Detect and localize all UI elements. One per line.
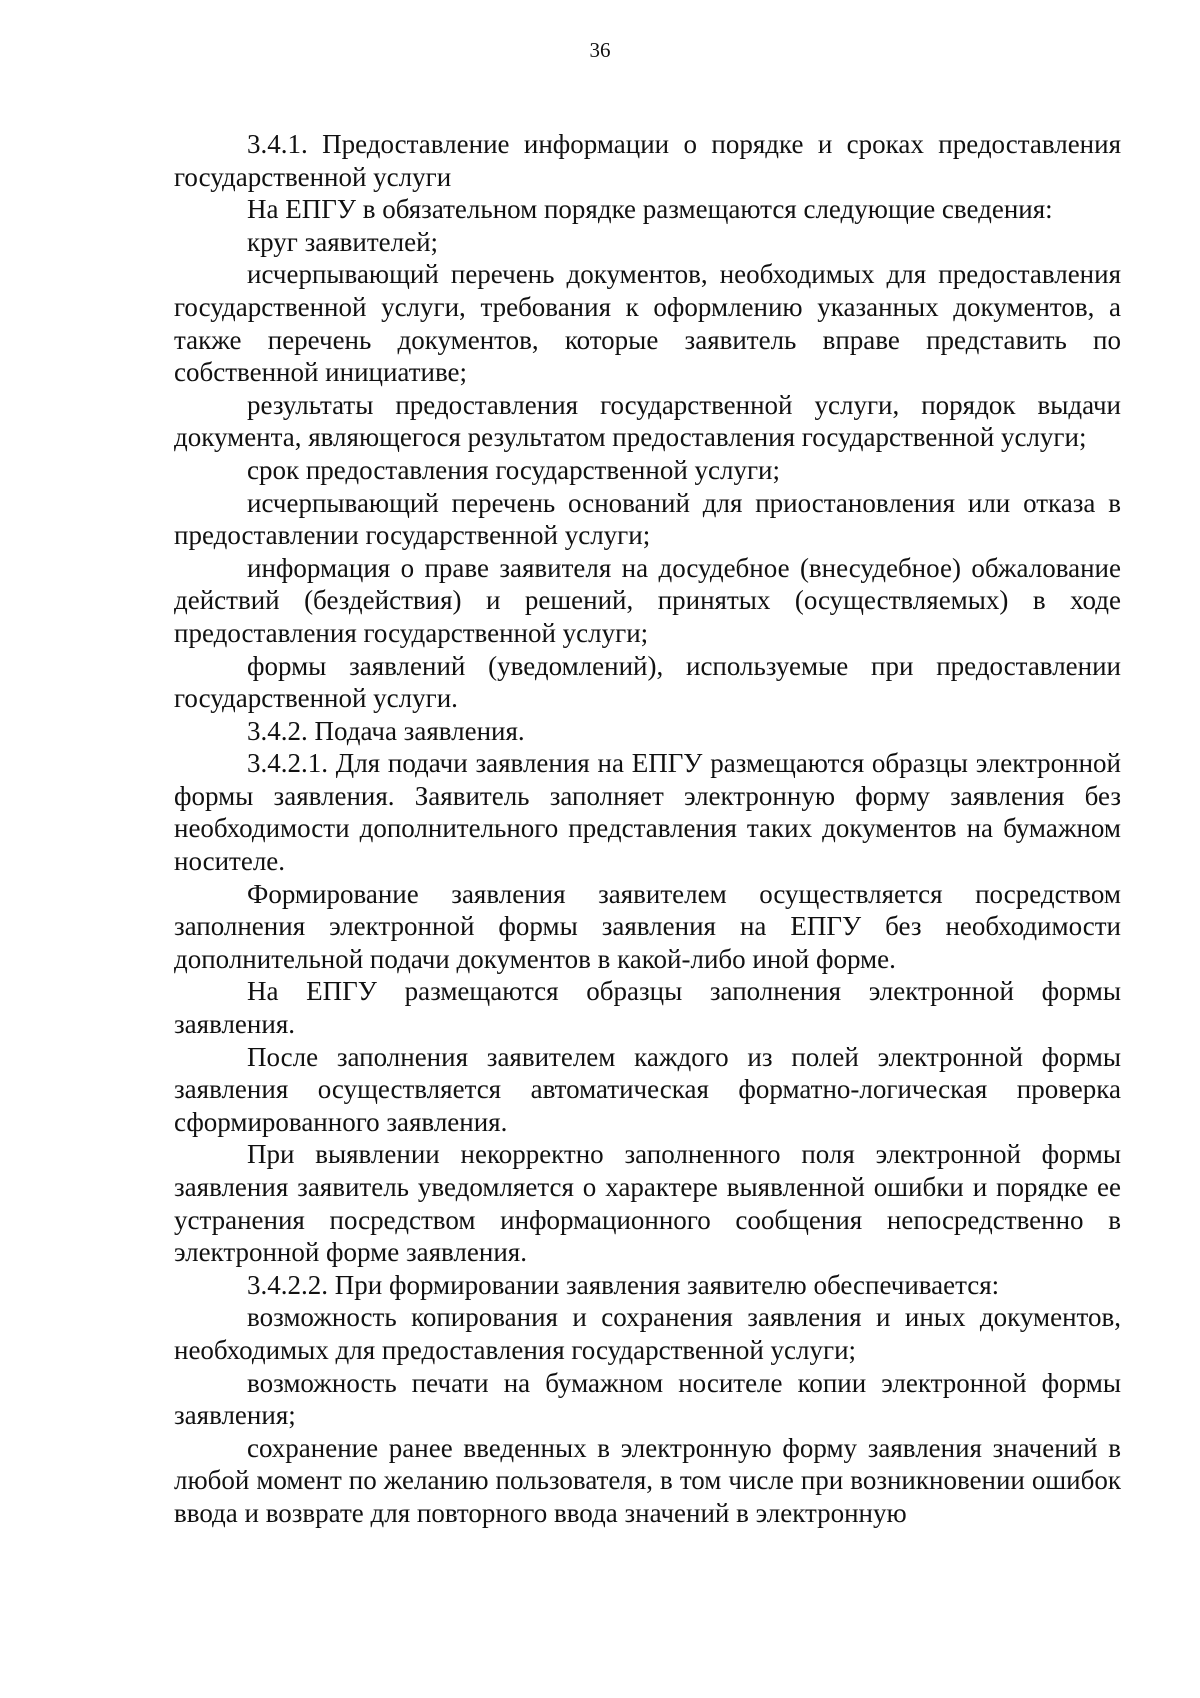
paragraph-appeal-right: информация о праве заявителя на досудебное (внесудебное) обжалование действий (бездействия) и решений, принятых (осуществляемых) в ходе предоставления государственной услуги; bbox=[174, 552, 1121, 648]
paragraph-service-results: результаты предоставления государственной услуги, порядок выдачи документа, являющегося результатом предоставления государственной услуги; bbox=[174, 389, 1121, 453]
paragraph-print-copy: возможность печати на бумажном носителе копии электронной формы заявления; bbox=[174, 1367, 1121, 1431]
paragraph-copy-save: возможность копирования и сохранения заявления и иных документов, необходимых для предоставления государственной услуги; bbox=[174, 1302, 1121, 1365]
paragraph-error-notification: При выявлении некорректно заполненного поля электронной формы заявления заявитель уведомляется о характере выявленной ошибки и порядке ее устранения посредством информационного сообщения непосредственно в электронной форме заявления. bbox=[174, 1139, 1121, 1268]
paragraph-save-values: сохранение ранее введенных в электронную форму заявления значений в любой момент по желанию пользователя, в том числе при возникновении ошибок ввода и возврате для повторного ввода значений в электронную bbox=[174, 1432, 1121, 1528]
paragraph-format-check: После заполнения заявителем каждого из полей электронной формы заявления осуществляется автоматическая форматно-логическая проверка сформированного заявления. bbox=[174, 1041, 1121, 1137]
paragraph-documents-list: исчерпывающий перечень документов, необходимых для предоставления государственной услуги, требования к оформлению указанных документов, а также перечень документов, которые заявитель вправе представить по собственной инициативе; bbox=[174, 259, 1121, 388]
paragraph-service-term: срок предоставления государственной услуги; bbox=[247, 454, 781, 485]
paragraph-3-4-2-2: 3.4.2.2. При формировании заявления заявителю обеспечивается: bbox=[247, 1269, 1000, 1300]
paragraph-refusal-grounds: исчерпывающий перечень оснований для приостановления или отказа в предоставлении государственной услуги; bbox=[174, 487, 1121, 551]
paragraph-application-formation: Формирование заявления заявителем осуществляется посредством заполнения электронной формы заявления на ЕПГУ без необходимости дополнительной подачи документов в какой-либо иной форме. bbox=[174, 878, 1121, 974]
paragraph-epgu-info-intro: На ЕПГУ в обязательном порядке размещаются следующие сведения: bbox=[247, 194, 1053, 225]
paragraph-application-forms: формы заявлений (уведомлений), используемые при предоставлении государственной услуги. bbox=[174, 650, 1121, 714]
paragraph-3-4-1-heading: 3.4.1. Предоставление информации о порядке и сроках предоставления государственной услуги bbox=[174, 129, 1121, 192]
paragraph-applicants-list: круг заявителей; bbox=[247, 226, 439, 257]
paragraph-3-4-2-1: 3.4.2.1. Для подачи заявления на ЕПГУ размещаются образцы электронной формы заявления. Заявитель заполняет электронную форму заявления без необходимости дополнительного представления таких документов на бумажном носителе. bbox=[174, 748, 1121, 877]
page-number: 36 bbox=[589, 38, 611, 62]
paragraph-3-4-2-heading: 3.4.2. Подача заявления. bbox=[247, 715, 525, 746]
paragraph-form-samples: На ЕПГУ размещаются образцы заполнения электронной формы заявления. bbox=[174, 976, 1121, 1040]
document-body bbox=[174, 128, 1121, 1530]
